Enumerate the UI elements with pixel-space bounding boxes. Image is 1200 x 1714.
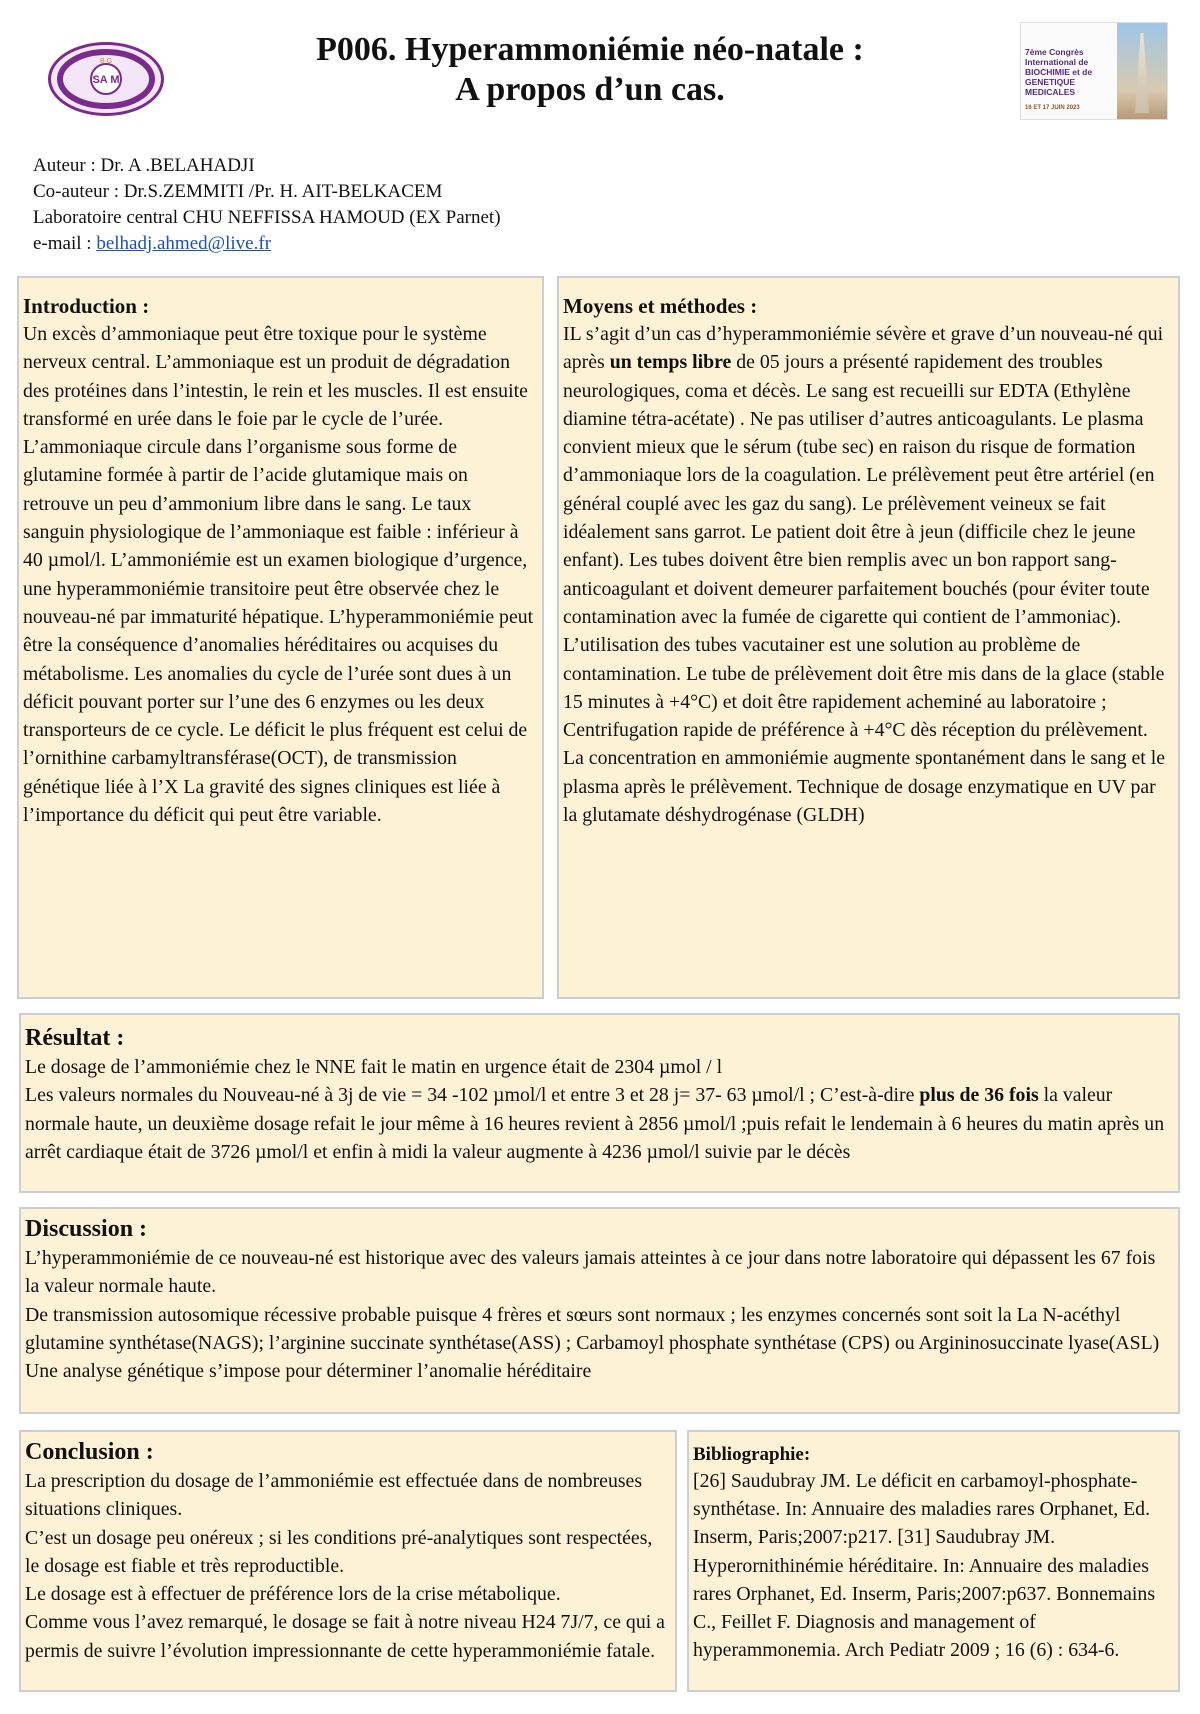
society-logo-center: SA M (92, 74, 120, 86)
congress-line-2: International de (1025, 57, 1089, 67)
congress-logo-text (1025, 47, 1115, 113)
congress-line-4: GENETIQUE (1025, 77, 1076, 87)
title-line-2: A propos d’un cas. (455, 71, 725, 108)
congress-line-6: 16 ET 17 JUIN 2023 (1025, 105, 1080, 111)
congress-line-5: MEDICALES (1025, 87, 1076, 97)
result-line-1: Le dosage de l’ammoniémie chez le NNE fait le matin en urgence était de 2304 µmol / l (25, 1056, 723, 1078)
congress-line-1: 7ème Congrès (1025, 47, 1084, 57)
result-text-a: Les valeurs normales du Nouveau-né à 3j de vie = 34 -102 µmol/l et entre 3 et 28 j= 37- 63 µmol/l ; C’est-à-dire (25, 1084, 920, 1107)
conclusion-p3: Le dosage est à effectuer de préférence lors de la crise métabolique. (25, 1583, 561, 1606)
society-logo-ring: B G (99, 58, 113, 65)
result-text (25, 1081, 1173, 1166)
discussion-panel (19, 1207, 1180, 1414)
society-logo (48, 42, 164, 116)
discussion-p3: Une analyse génétique s’impose pour déterminer l’anomalie héréditaire (25, 1360, 592, 1383)
congress-logo (1020, 22, 1168, 120)
monument-image-icon (1117, 23, 1167, 119)
conclusion-p4: Comme vous l’avez remarqué, le dosage se fait à notre niveau H24 7J/7, ce qui a permis de suivre l’évolution impressionnante de cette hyperammoniémie fatale. (25, 1611, 665, 1662)
conclusion-panel (19, 1430, 677, 1692)
introduction-text: Un excès d’ammoniaque peut être toxique pour le système nerveux central. L’ammoniaque est un produit de dégradation des protéines dans l’intestin, le rein et les muscles. Il est ensuite transformé en urée dans le foie par le cycle de l’urée. L’ammoniaque circule dans l’organisme sous forme de glutamine formée à partir de l’acide glutamique mais on retrouve un peu d’ammonium libre dans le sang. Le taux sanguin physiologique de l’ammoniaque est faible : inférieur à 40 µmol/l. L’ammoniémie est un examen biologique d’urgence, une hyperammoniémie transitoire peut être observée chez le nouveau-né par immaturité hépatique. L’hyperammoniémie peut être la conséquence d’anomalies héréditaires ou acquises du métabolisme. Les anomalies du cycle de l’urée sont dues à un déficit pouvant porter sur l’une des 6 enzymes ou les deux transporteurs de ce cycle. Le déficit le plus fréquent est celui de l’ornithine carbamyltransférase(OCT), de transmission génétique liée à l’X La gravité des signes cliniques est liée à l’importance du déficit qui peut être variable. (23, 323, 534, 827)
discussion-p1: L’hyperammoniémie de ce nouveau-né est historique avec des valeurs jamais atteintes à ce jour dans notre laboratoire qui dépassent les 67 fois la valeur normale haute. (25, 1247, 1156, 1298)
coauthor-line: Co-auteur : Dr.S.ZEMMITI /Pr. H. AIT-BELKACEM (33, 181, 443, 202)
result-heading: Résultat : (25, 1025, 125, 1051)
email-line (33, 231, 501, 257)
methods-text (563, 320, 1173, 829)
methods-text-a: IL s’agit d’un cas d’hyperammoniémie sévère et grave d’un nouveau-né qui après (563, 323, 1164, 374)
bibliography-heading: Bibliographie: (693, 1444, 811, 1465)
conclusion-p1: La prescription du dosage de l’ammoniémie est effectuée dans de nombreuses situations cliniques. (25, 1470, 643, 1521)
title-line-1: P006. Hyperammoniémie néo-natale : (316, 31, 864, 68)
discussion-p2: De transmission autosomique récessive probable puisque 4 frères et sœurs sont normaux ; les enzymes concernés sont soit la La N-acéthyl glutamine synthétase(NAGS); l’arginine succinate synthétase(ASS) ; Carbamoyl phosphate synthétase (CPS) ou Argininosuccinate lyase(ASL) (25, 1303, 1160, 1354)
methods-panel (557, 276, 1180, 999)
discussion-heading: Discussion : (25, 1216, 148, 1242)
bibliography-text: [26] Saudubray JM. Le déficit en carbamoyl-phosphate-synthétase. In: Annuaire des maladies rares Orphanet, Ed. Inserm, Paris;2007:p217. [31] Saudubray JM. Hyperornithinémie héréditaire. In: Annuaire des maladies rares Orphanet, Ed. Inserm, Paris;2007:p637. Bonnemains C., Feillet F. Diagnosis and management of hyperammonemia. Arch Pediatr 2009 ; 16 (6) : 634-6. (693, 1470, 1156, 1662)
result-panel (19, 1013, 1180, 1193)
result-text-b: la valeur normale haute, un deuxième dosage refait le jour même à 16 heures revient à 2856 µmol/l ;puis refait le lendemain à 6 heures du matin après un arrêt cardiaque était de 3726 µmol/l et enfin à midi la valeur augmente à 4236 µmol/l suivie par le décès (25, 1084, 1165, 1163)
methods-text-bold: un temps libre (609, 351, 732, 374)
society-logo-icon (56, 49, 156, 109)
introduction-panel (17, 276, 544, 999)
congress-line-3: BIOCHIMIE et de (1025, 67, 1093, 77)
methods-heading: Moyens et méthodes : (563, 294, 758, 318)
email-label: e-mail : (33, 233, 97, 254)
authors-block (33, 153, 501, 257)
conclusion-p2: C’est un dosage peu onéreux ; si les conditions pré-analytiques sont respectées, le dosage est fiable et très reproductible. (25, 1526, 653, 1577)
lab-line: Laboratoire central CHU NEFFISSA HAMOUD (EX Parnet) (33, 207, 501, 228)
conclusion-heading: Conclusion : (25, 1439, 154, 1465)
email-link[interactable]: belhadj.ahmed@live.fr (96, 233, 272, 254)
author-line: Auteur : Dr. A .BELAHADJI (33, 155, 255, 176)
bibliography-panel (687, 1430, 1180, 1692)
page-title (240, 30, 940, 110)
methods-text-b: de 05 jours a présenté rapidement des troubles neurologiques, coma et décès. Le sang est recueilli sur EDTA (Ethylène diamine tétra-acétate) . Ne pas utiliser d’autres anticoagulants. Le plasma convient mieux que le sérum (tube sec) en raison du risque de formation d’ammoniaque lors de la coagulation. Le prélèvement peut être artériel (en général couplé avec les gaz du sang). Le prélèvement veineux se fait idéalement sans garrot. Le patient doit être à jeun (difficile chez le jeune enfant). Les tubes doivent être bien remplis avec un bon rapport sang-anticoagulant et doivent demeurer parfaitement bouchés (pour éviter toute contamination avec la fumée de cigarette qui contient de l’ammoniac). L’utilisation des tubes vacutainer est une solution au problème de contamination. Le tube de prélèvement doit être mis dans de la glace (stable 15 minutes à +4°C) et doit être rapidement acheminé au laboratoire ; Centrifugation rapide de préférence à +4°C dès réception du prélèvement. La concentration en ammoniémie augmente spontanément dans le sang et le plasma après le prélèvement. Technique de dosage enzymatique en UV par la glutamate déshydrogénase (GLDH) (563, 351, 1166, 827)
result-text-bold: plus de 36 fois (919, 1084, 1039, 1107)
introduction-heading: Introduction : (23, 294, 150, 318)
